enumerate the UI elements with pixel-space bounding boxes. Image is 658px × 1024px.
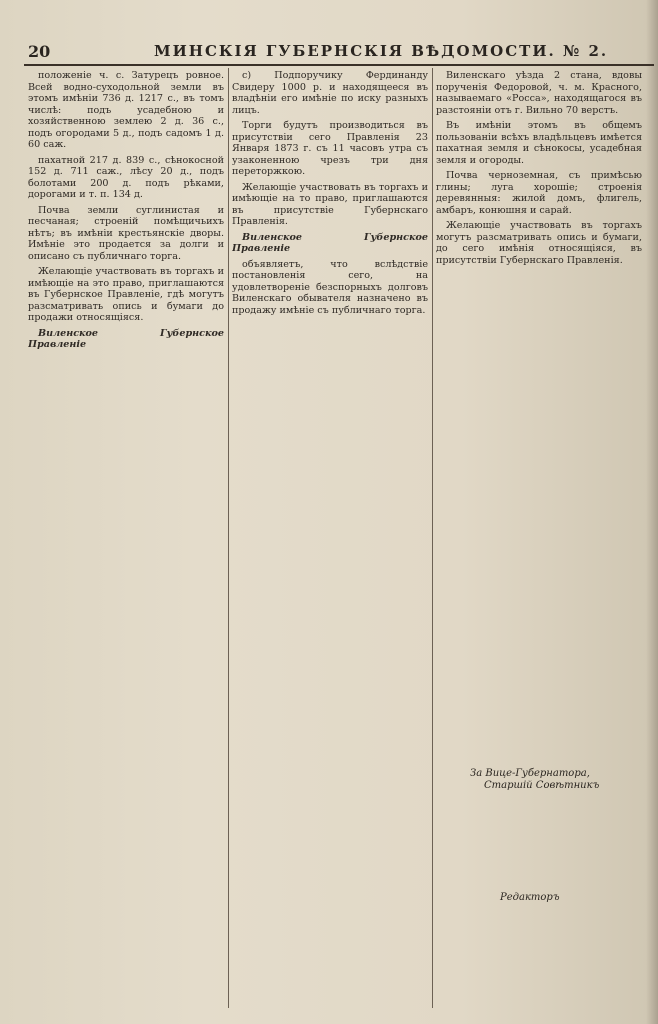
signature-title: За Вице-Губернатора,: [470, 768, 590, 779]
paragraph: пахатной 217 д. 839 с., сѣнокосной 152 д. 711 саж., лѣсу 20 д., подъ болотами 200 д. подъ рѣками, дорогами и т. п. 134 д.: [28, 154, 224, 200]
paragraph: Торги будутъ производиться въ присутствіи сего Правленія 23 Января 1873 г. съ 11 часовъ утра съ узаконенною чрезъ три дня переторжкою.: [232, 120, 428, 177]
paragraph: объявляетъ, что вслѣдствіе постановленія сего, на удовлетвореніе безспорныхъ долговъ Виленскаго обывателя назначено въ продажу имѣніе съ публичнаго торга.: [232, 258, 428, 316]
column-divider: [228, 68, 229, 1008]
column-divider: [432, 68, 433, 1008]
column-left: [28, 70, 224, 1010]
page-number: 20: [28, 42, 51, 61]
editor-signature: Редакторъ: [500, 892, 560, 903]
page-header: [24, 36, 654, 64]
column-middle: [232, 70, 428, 1010]
newspaper-title: МИНСКІЯ ГУБЕРНСКІЯ ВѢДОМОСТИ. № 2.: [154, 42, 609, 60]
section-heading: Виленское Губернское Правленіе: [28, 327, 224, 350]
header-rule: [24, 64, 654, 66]
scan-edge-shadow: [646, 0, 658, 1024]
paragraph: положеніе ч. с. Затурецъ ровное. Всей водно-суходольной земли въ этомъ имѣніи 736 д. 1217 с., въ томъ числѣ: подъ усадебною и хозяйственною землею 2 д. 36 с., подъ огородами 5 д., подъ садомъ 1 д. 60 саж.: [28, 70, 224, 150]
paragraph: с) Подпоручику Фердинанду Свидеру 1000 р. и находящееся въ владѣніи его имѣніе по иску разныхъ лицъ.: [232, 70, 428, 116]
paragraph: Почва черноземная, съ примѣсью глины; луга хорошіе; строенія деревянныя: жилой домъ, флигель, амбаръ, конюшня и сарай.: [436, 170, 642, 216]
section-heading: Виленское Губернское Правленіе: [232, 231, 428, 254]
column-right: [436, 70, 642, 1010]
paragraph: Въ имѣніи этомъ въ общемъ пользованіи всѣхъ владѣльцевъ имѣется пахатная земля и сѣнокосы, усадебная земля и огороды.: [436, 120, 642, 166]
paragraph: Желающіе участвовать въ торгахъ и имѣющіе на то право, приглашаются въ присутствіе Губернскаго Правленія.: [232, 181, 428, 227]
paragraph: Желающіе участвовать въ торгахъ и имѣющіе на это право, приглашаются въ Губернское Правленіе, гдѣ могутъ разсматривать опись и бумаги до продажи относящіяся.: [28, 266, 224, 323]
paragraph: Виленскаго уѣзда 2 стана, вдовы порученія Федоровой, ч. м. Красного, называемаго «Росса», находящагося въ разстояніи отъ г. Вильно 70 верстъ.: [436, 70, 642, 116]
paragraph: Желающіе участвовать въ торгахъ могутъ разсматривать опись и бумаги, до сего имѣнія относящіяся, въ присутствіи Губернскаго Правленія.: [436, 220, 642, 266]
signature-position: Старшій Совѣтникъ: [484, 780, 600, 791]
paragraph: Почва земли суглинистая и песчаная; строеній помѣщичьихъ нѣтъ; въ имѣніи крестьянскіе дворы. Имѣніе это продается за долги и описано съ публичнаго торга.: [28, 204, 224, 262]
